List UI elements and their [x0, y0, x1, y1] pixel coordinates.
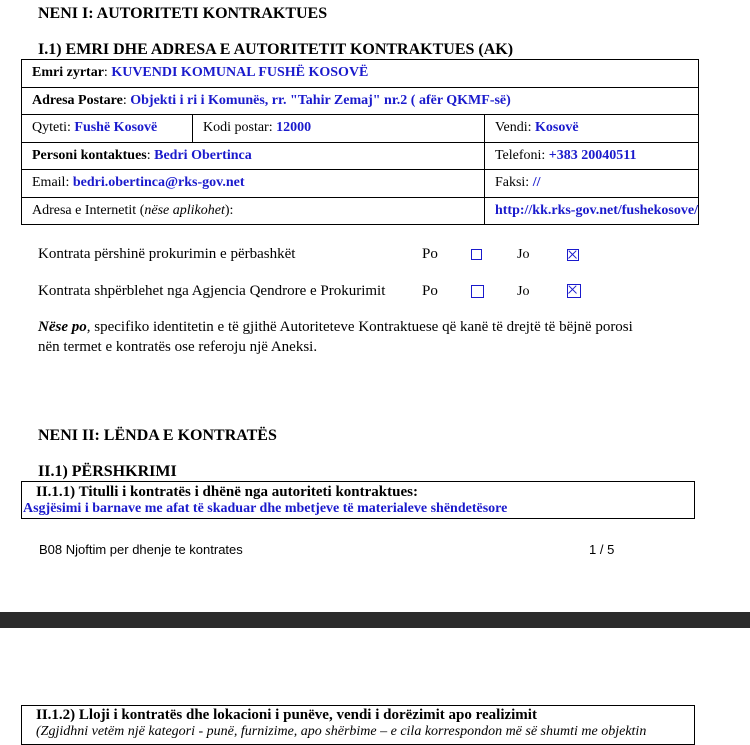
website-label-cell: Adresa e Internetit (nëse aplikohet):	[22, 197, 485, 225]
country-value: Kosovë	[535, 120, 579, 136]
subheading-contracting-authority: I.1) EMRI DHE ADRESA E AUTORITETIT KONTRAKTUES (AK)	[38, 41, 514, 58]
section-heading-1: NENI I: AUTORITETI KONTRAKTUES	[38, 5, 328, 22]
if-yes-note-line1: Nëse po, specifiko identitetin e të gjithë Autoriteteve Kontraktuese që kanë të drejtë të bëjnë porosi	[38, 319, 633, 335]
official-name-value: KUVENDI KOMUNAL FUSHË KOSOVË	[111, 65, 369, 81]
subheading-description: II.1) PËRSHKRIMI	[38, 463, 177, 480]
email-value: bedri.obertinca@rks-gov.net	[72, 175, 245, 191]
contracting-authority-table	[21, 59, 699, 225]
page-footer-form-name: B08 Njoftim per dhenje te kontrates	[39, 542, 243, 557]
phone-cell: Telefoni: +383 20040511	[484, 142, 698, 170]
central-agency-yes-checkbox[interactable]	[471, 285, 484, 298]
phone-value: +383 20040511	[548, 147, 637, 163]
central-agency-question: Kontrata shpërblehet nga Agjencia Qendrore e Prokurimit	[38, 283, 386, 299]
if-yes-note-line2: nën termet e kontratës ose referoju një Aneksi.	[38, 339, 318, 355]
contract-type-heading: II.1.2) Lloji i kontratës dhe lokacioni i punëve, vendi i dorëzimit apo realizimit	[36, 707, 537, 723]
section-heading-2: NENI II: LËNDA E KONTRATËS	[38, 427, 277, 444]
joint-procurement-question: Kontrata përshinë prokurimin e përbashkët	[38, 246, 296, 262]
page-number: 1 / 5	[589, 542, 615, 557]
postal-code-value: 12000	[276, 120, 312, 136]
website-value[interactable]: http://kk.rks-gov.net/fushekosove/	[494, 202, 698, 218]
central-agency-yes-label: Po	[422, 283, 438, 299]
city-value: Fushë Kosovë	[74, 120, 158, 136]
fax-value: //	[532, 175, 541, 191]
contract-title-label: II.1.1) Titulli i kontratës i dhënë nga autoriteti kontraktues:	[36, 484, 418, 500]
central-agency-no-label: Jo	[517, 284, 530, 299]
website-cell	[484, 197, 698, 225]
email-cell: Email: bedri.obertinca@rks-gov.net	[22, 170, 485, 198]
contact-person-value: Bedri Obertinca	[154, 147, 252, 163]
postal-code-cell: Kodi postar: 12000	[193, 115, 485, 143]
joint-procurement-no-checkbox[interactable]	[567, 249, 579, 261]
contract-type-note: (Zgjidhni vetëm një kategori - punë, furnizime, apo shërbime – e cila korrespondon më së shumti me objektin	[36, 724, 647, 739]
contract-title-box	[21, 481, 695, 519]
official-name-cell: Emri zyrtar: KUVENDI KOMUNAL FUSHË KOSOVË	[22, 60, 699, 88]
joint-procurement-yes-checkbox[interactable]	[471, 249, 482, 260]
fax-cell: Faksi: //	[484, 170, 698, 198]
document-page-2	[0, 628, 750, 739]
contact-person-cell: Personi kontaktues: Bedri Obertinca	[22, 142, 485, 170]
city-cell: Qyteti: Fushë Kosovë	[22, 115, 193, 143]
contract-type-box	[21, 705, 695, 745]
postal-address-cell: Adresa Postare: Objekti i ri i Komunës, rr. "Tahir Zemaj" nr.2 ( afër QKMF-së)	[22, 87, 699, 115]
joint-procurement-yes-label: Po	[422, 246, 438, 262]
postal-address-value: Objekti i ri i Komunës, rr. "Tahir Zemaj" nr.2 ( afër QKMF-së)	[130, 92, 511, 108]
contract-title-value: Asgjësimi i barnave me afat të skaduar dhe mbetjeve të materialeve shëndetësore	[23, 501, 508, 516]
central-agency-no-checkbox[interactable]	[567, 284, 581, 298]
country-cell: Vendi: Kosovë	[484, 115, 698, 143]
joint-procurement-no-label: Jo	[517, 247, 530, 262]
page-separator	[0, 612, 750, 628]
